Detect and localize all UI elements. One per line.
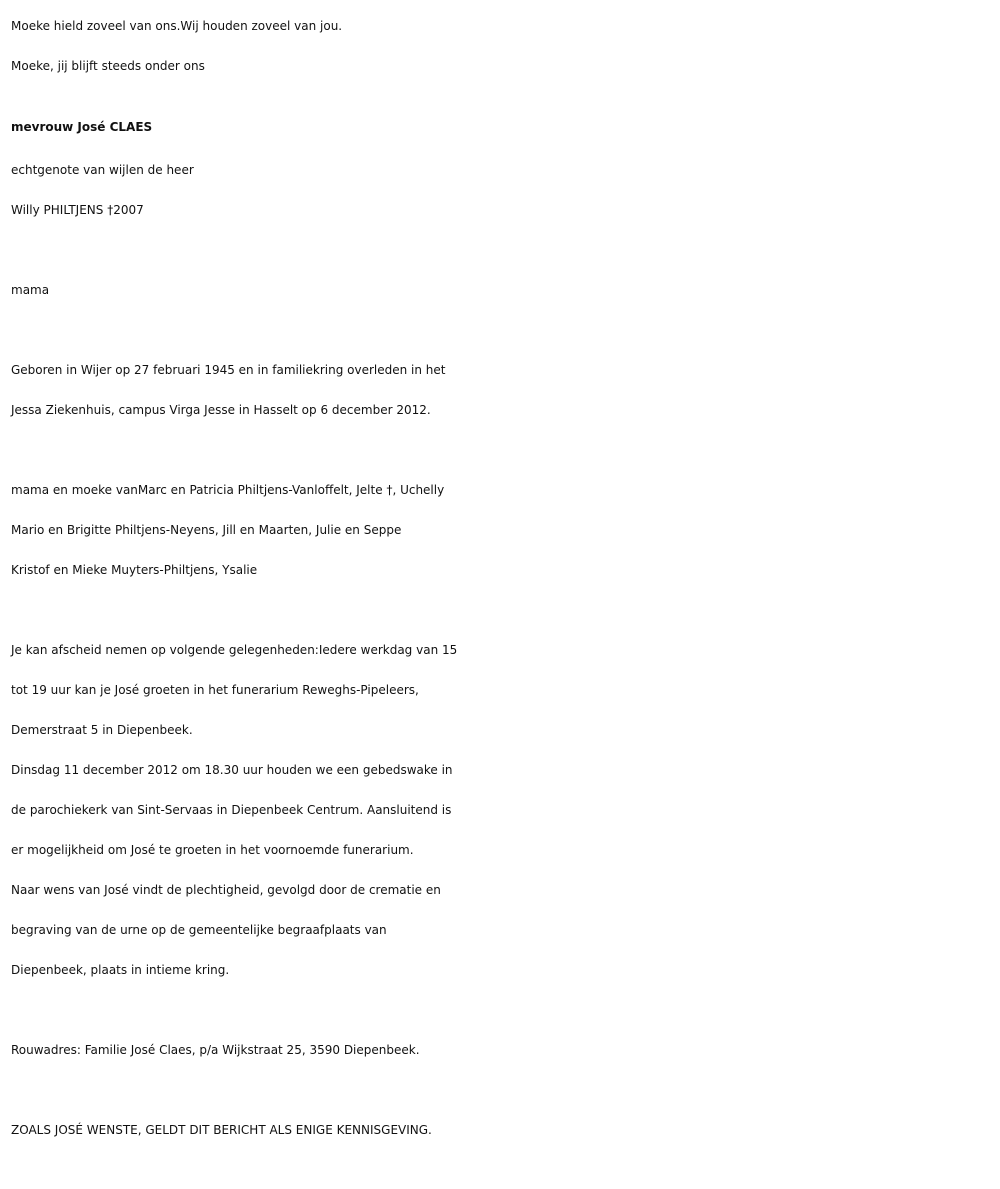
motto-line-2: Moeke, jij blijft steeds onder ons (11, 59, 205, 73)
spouse-death-year: 2007 (113, 203, 144, 217)
farewell-line: Demerstraat 5 in Diepenbeek. (11, 723, 193, 737)
farewell-line: begraving van de urne op de gemeentelijke begraafplaats van (11, 923, 387, 937)
spacer (11, 230, 996, 270)
farewell-line: tot 19 uur kan je José groeten in het funerarium Reweghs-Pipeleers, (11, 683, 419, 697)
spacer (11, 310, 996, 350)
farewell-line: Je kan afscheid nemen op volgende gelegenheden:Iedere werkdag van 15 (11, 643, 458, 657)
family-line-1-end: , Uchelly (392, 483, 445, 497)
spouse-line-2 (11, 190, 996, 230)
spacer (11, 990, 996, 1030)
farewell-line: Dinsdag 11 december 2012 om 18.30 uur houden we een gebedswake in (11, 763, 453, 777)
mourning-address: Rouwadres: Familie José Claes, p/a Wijkstraat 25, 3590 Diepenbeek. (11, 1043, 420, 1057)
family-line-3: Kristof en Mieke Muyters-Philtjens, Ysalie (11, 563, 258, 577)
role-label: mama (11, 283, 50, 297)
motto-line-1: Moeke hield zoveel van ons.Wij houden zoveel van jou. (11, 19, 343, 33)
spacer (11, 1070, 996, 1110)
spouse-line-1: echtgenote van wijlen de heer (11, 163, 194, 177)
spacer (11, 430, 996, 470)
farewell-line: Diepenbeek, plaats in intieme kring. (11, 963, 230, 977)
spouse-name: Willy PHILTJENS (11, 203, 104, 217)
birth-death-line-2: Jessa Ziekenhuis, campus Virga Jesse in Hasselt op 6 december 2012. (11, 403, 431, 417)
family-line-2: Mario en Brigitte Philtjens-Neyens, Jill en Maarten, Julie en Seppe (11, 523, 402, 537)
spacer (11, 590, 996, 630)
birth-death-line-1: Geboren in Wijer op 27 februari 1945 en in familiekring overleden in het (11, 363, 446, 377)
notice-statement: ZOALS JOSÉ WENSTE, GELDT DIT BERICHT ALS ENIGE KENNISGEVING. (11, 1123, 432, 1137)
farewell-line: Naar wens van José vindt de plechtigheid, gevolgd door de crematie en (11, 883, 441, 897)
family-line-1 (11, 470, 996, 510)
deceased-name: mevrouw José CLAES (11, 120, 153, 134)
obituary-notice (11, 6, 996, 1150)
farewell-line: de parochiekerk van Sint-Servaas in Diepenbeek Centrum. Aansluitend is (11, 803, 452, 817)
cross-icon: † (386, 483, 393, 497)
family-line-1-text: mama en moeke vanMarc en Patricia Philtjens-Vanloffelt, Jelte (11, 483, 383, 497)
farewell-line: er mogelijkheid om José te groeten in het voornoemde funerarium. (11, 843, 414, 857)
cross-icon: † (107, 203, 114, 217)
